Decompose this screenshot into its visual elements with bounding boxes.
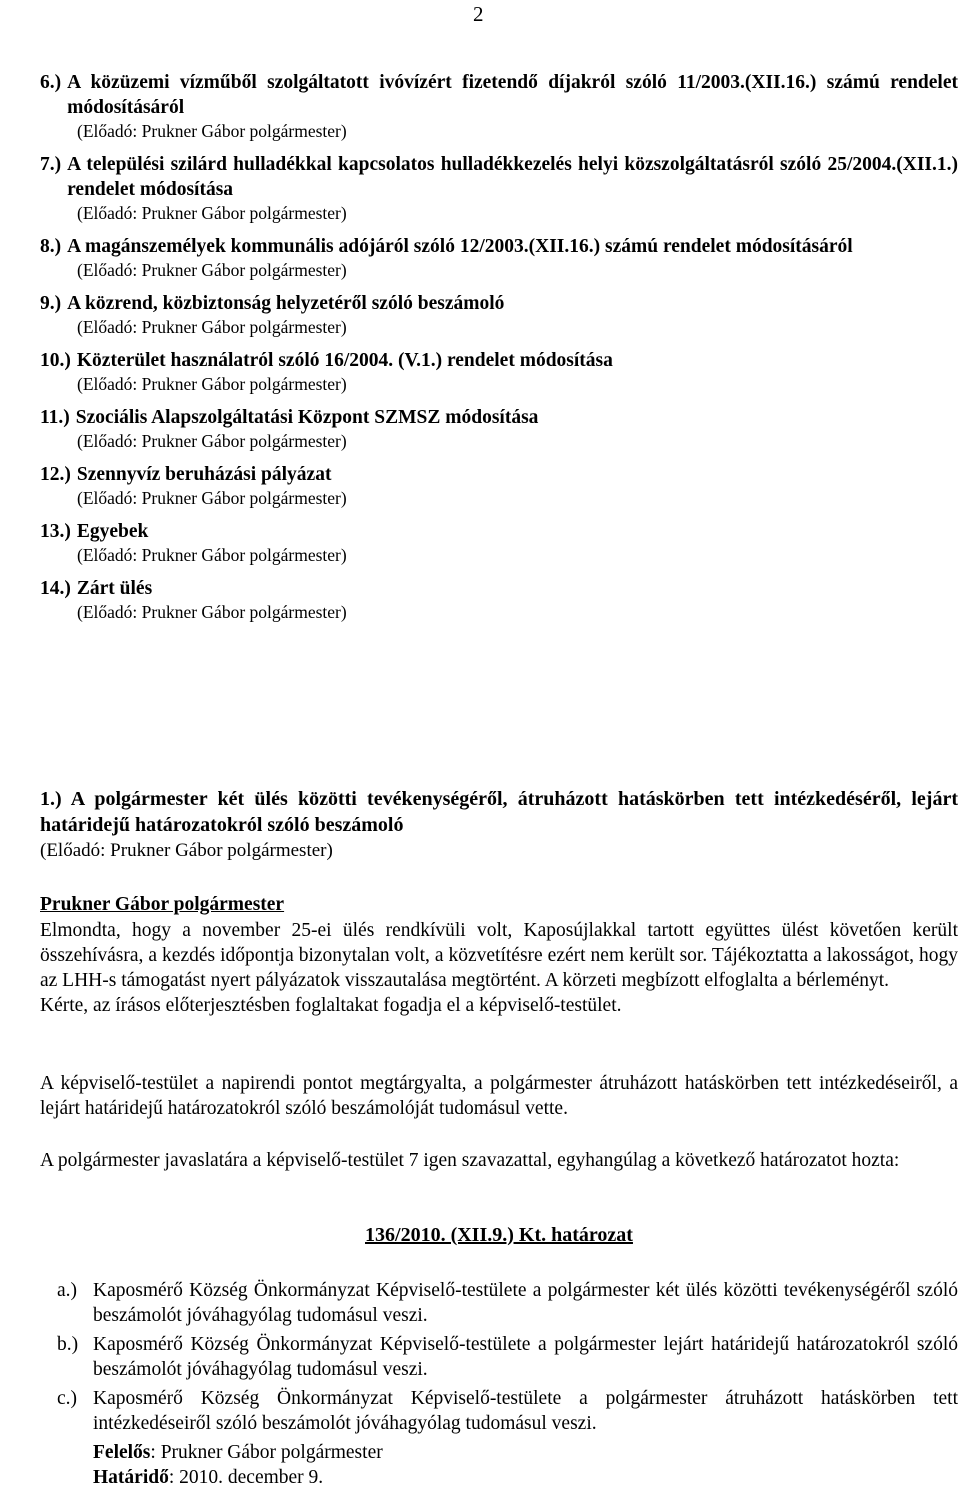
agenda-item-title: A települési szilárd hulladékkal kapcsolatos hulladékkezelés helyi közszolgáltatásról szóló 25/2004.(XII.1.) rendelet módosítása: [67, 154, 958, 200]
page-number: 2: [473, 2, 484, 26]
responsible-line: [57, 1440, 958, 1465]
agenda-item-number: 9.): [40, 293, 62, 314]
vote-text: A polgármester javaslatára a képviselő-testület 7 igen szavazattal, egyhangúlag a következő határozatot hozta:: [40, 1150, 900, 1171]
agenda-item: [40, 70, 958, 143]
agenda-item-presenter: (Előadó: Prukner Gábor polgármester): [77, 317, 347, 337]
resolution-item-label: b.): [57, 1334, 79, 1355]
responsible-value: : Prukner Gábor polgármester: [150, 1442, 383, 1463]
agenda-item-title: Szennyvíz beruházási pályázat: [76, 464, 332, 485]
agenda-item-title: Egyebek: [76, 521, 149, 542]
agenda-item: [40, 576, 958, 624]
agenda-item-number: 12.): [40, 464, 71, 485]
section-presenter: (Előadó: Prukner Gábor polgármester): [40, 840, 333, 861]
agenda-item-title: A magánszemélyek kommunális adójáról szóló 12/2003.(XII.16.) számú rendelet módosításáról: [67, 236, 853, 257]
responsible-label: Felelős: [93, 1442, 151, 1463]
agenda-item-number: 13.): [40, 521, 71, 542]
speaker-name: Prukner Gábor polgármester: [40, 894, 285, 915]
speaker-statement: Elmondta, hogy a november 25-ei ülés rendkívüli volt, Kaposújlakkal tartott együttes ülést követően került összehívásra, a kezdés időpontja bizonytalan volt, a közvetítésre ezért nem került sor. Tájékoztatta a lakosságot, hogy az LHH-s támogatást nyert pályázatok visszautalása megtörtént. A körzeti megbízott elfoglalta a bérleményt.: [40, 920, 958, 991]
agenda-item-presenter: (Előadó: Prukner Gábor polgármester): [77, 260, 347, 280]
report-section: [40, 786, 958, 863]
resolution-title: 136/2010. (XII.9.) Kt. határozat: [365, 1224, 633, 1246]
resolution-item: [57, 1332, 958, 1382]
agenda-item-title: Zárt ülés: [76, 578, 153, 599]
section-number: 1.): [40, 788, 62, 810]
agenda-item-title: Szociális Alapszolgáltatási Központ SZMSZ módosítása: [75, 407, 539, 428]
agenda-item: [40, 462, 958, 510]
section-title: [40, 786, 958, 838]
agenda-item-title: Közterület használatról szóló 16/2004. (V.1.) rendelet módosítása: [76, 350, 613, 371]
resolution-items: [57, 1278, 958, 1490]
agenda-item-presenter: (Előadó: Prukner Gábor polgármester): [77, 431, 347, 451]
resolution-item-text: Kaposmérő Község Önkormányzat Képviselő-testülete a polgármester lejárt határidejű határozatokról szóló beszámolót jóváhagyólag tudomásul veszi.: [93, 1334, 958, 1380]
resolution-item: [57, 1386, 958, 1436]
resolution-item-text: Kaposmérő Község Önkormányzat Képviselő-testülete a polgármester két ülés közötti tevékenységéről szóló beszámolót jóváhagyólag tudomásul veszi.: [93, 1280, 958, 1326]
resolution-item-text: Kaposmérő Község Önkormányzat Képviselő-testülete a polgármester átruházott hatáskörben tett intézkedéseiről szóló beszámolót jóváhagyólag tudomásul veszi.: [93, 1388, 958, 1434]
agenda-item-number: 11.): [40, 407, 70, 428]
agenda-item-presenter: (Előadó: Prukner Gábor polgármester): [77, 545, 347, 565]
agenda-item: [40, 234, 958, 282]
resolution-heading: [40, 1224, 958, 1247]
resolution-item-label: a.): [57, 1280, 78, 1301]
speaker-block: [40, 892, 958, 1018]
agenda-item-presenter: (Előadó: Prukner Gábor polgármester): [77, 374, 347, 394]
agenda-item-number: 10.): [40, 350, 71, 371]
agenda-item-presenter: (Előadó: Prukner Gábor polgármester): [77, 121, 347, 141]
agenda-item-title: A közrend, közbiztonság helyzetéről szóló beszámoló: [67, 293, 505, 314]
agenda-item-number: 7.): [40, 154, 62, 175]
section-title-text: A polgármester két ülés közötti tevékenységéről, átruházott hatáskörben tett intézkedéséről, lejárt határidejű határozatokról szóló beszámoló: [40, 788, 958, 836]
agenda-item-presenter: (Előadó: Prukner Gábor polgármester): [77, 488, 347, 508]
vote-paragraph: [40, 1148, 958, 1173]
agenda-list: [40, 70, 958, 633]
deadline-value: : 2010. december 9.: [168, 1467, 324, 1488]
deadline-label: Határidő: [93, 1467, 169, 1488]
speaker-request: Kérte, az írásos előterjesztésben foglaltakat fogadja el a képviselő-testület.: [40, 995, 622, 1016]
agenda-item: [40, 405, 958, 453]
resolution-item-label: c.): [57, 1388, 78, 1409]
agenda-item: [40, 291, 958, 339]
agenda-item: [40, 519, 958, 567]
resolution-item: [57, 1278, 958, 1328]
discussion-text: A képviselő-testület a napirendi pontot megtárgyalta, a polgármester átruházott hatáskörben tett intézkedéseiről, a lejárt határidejű határozatokról szóló beszámolóját tudomásul vette.: [40, 1073, 958, 1119]
agenda-item-number: 8.): [40, 236, 62, 257]
agenda-item-title: A közüzemi vízműből szolgáltatott ivóvízért fizetendő díjakról szóló 11/2003.(XII.16.) számú rendelet módosításáról: [67, 72, 958, 118]
agenda-item-number: 6.): [40, 72, 62, 93]
discussion-paragraph: [40, 1071, 958, 1121]
agenda-item: [40, 348, 958, 396]
agenda-item-presenter: (Előadó: Prukner Gábor polgármester): [77, 203, 347, 223]
agenda-item-presenter: (Előadó: Prukner Gábor polgármester): [77, 602, 347, 622]
deadline-line: [57, 1465, 958, 1490]
agenda-item-number: 14.): [40, 578, 71, 599]
agenda-item: [40, 152, 958, 225]
